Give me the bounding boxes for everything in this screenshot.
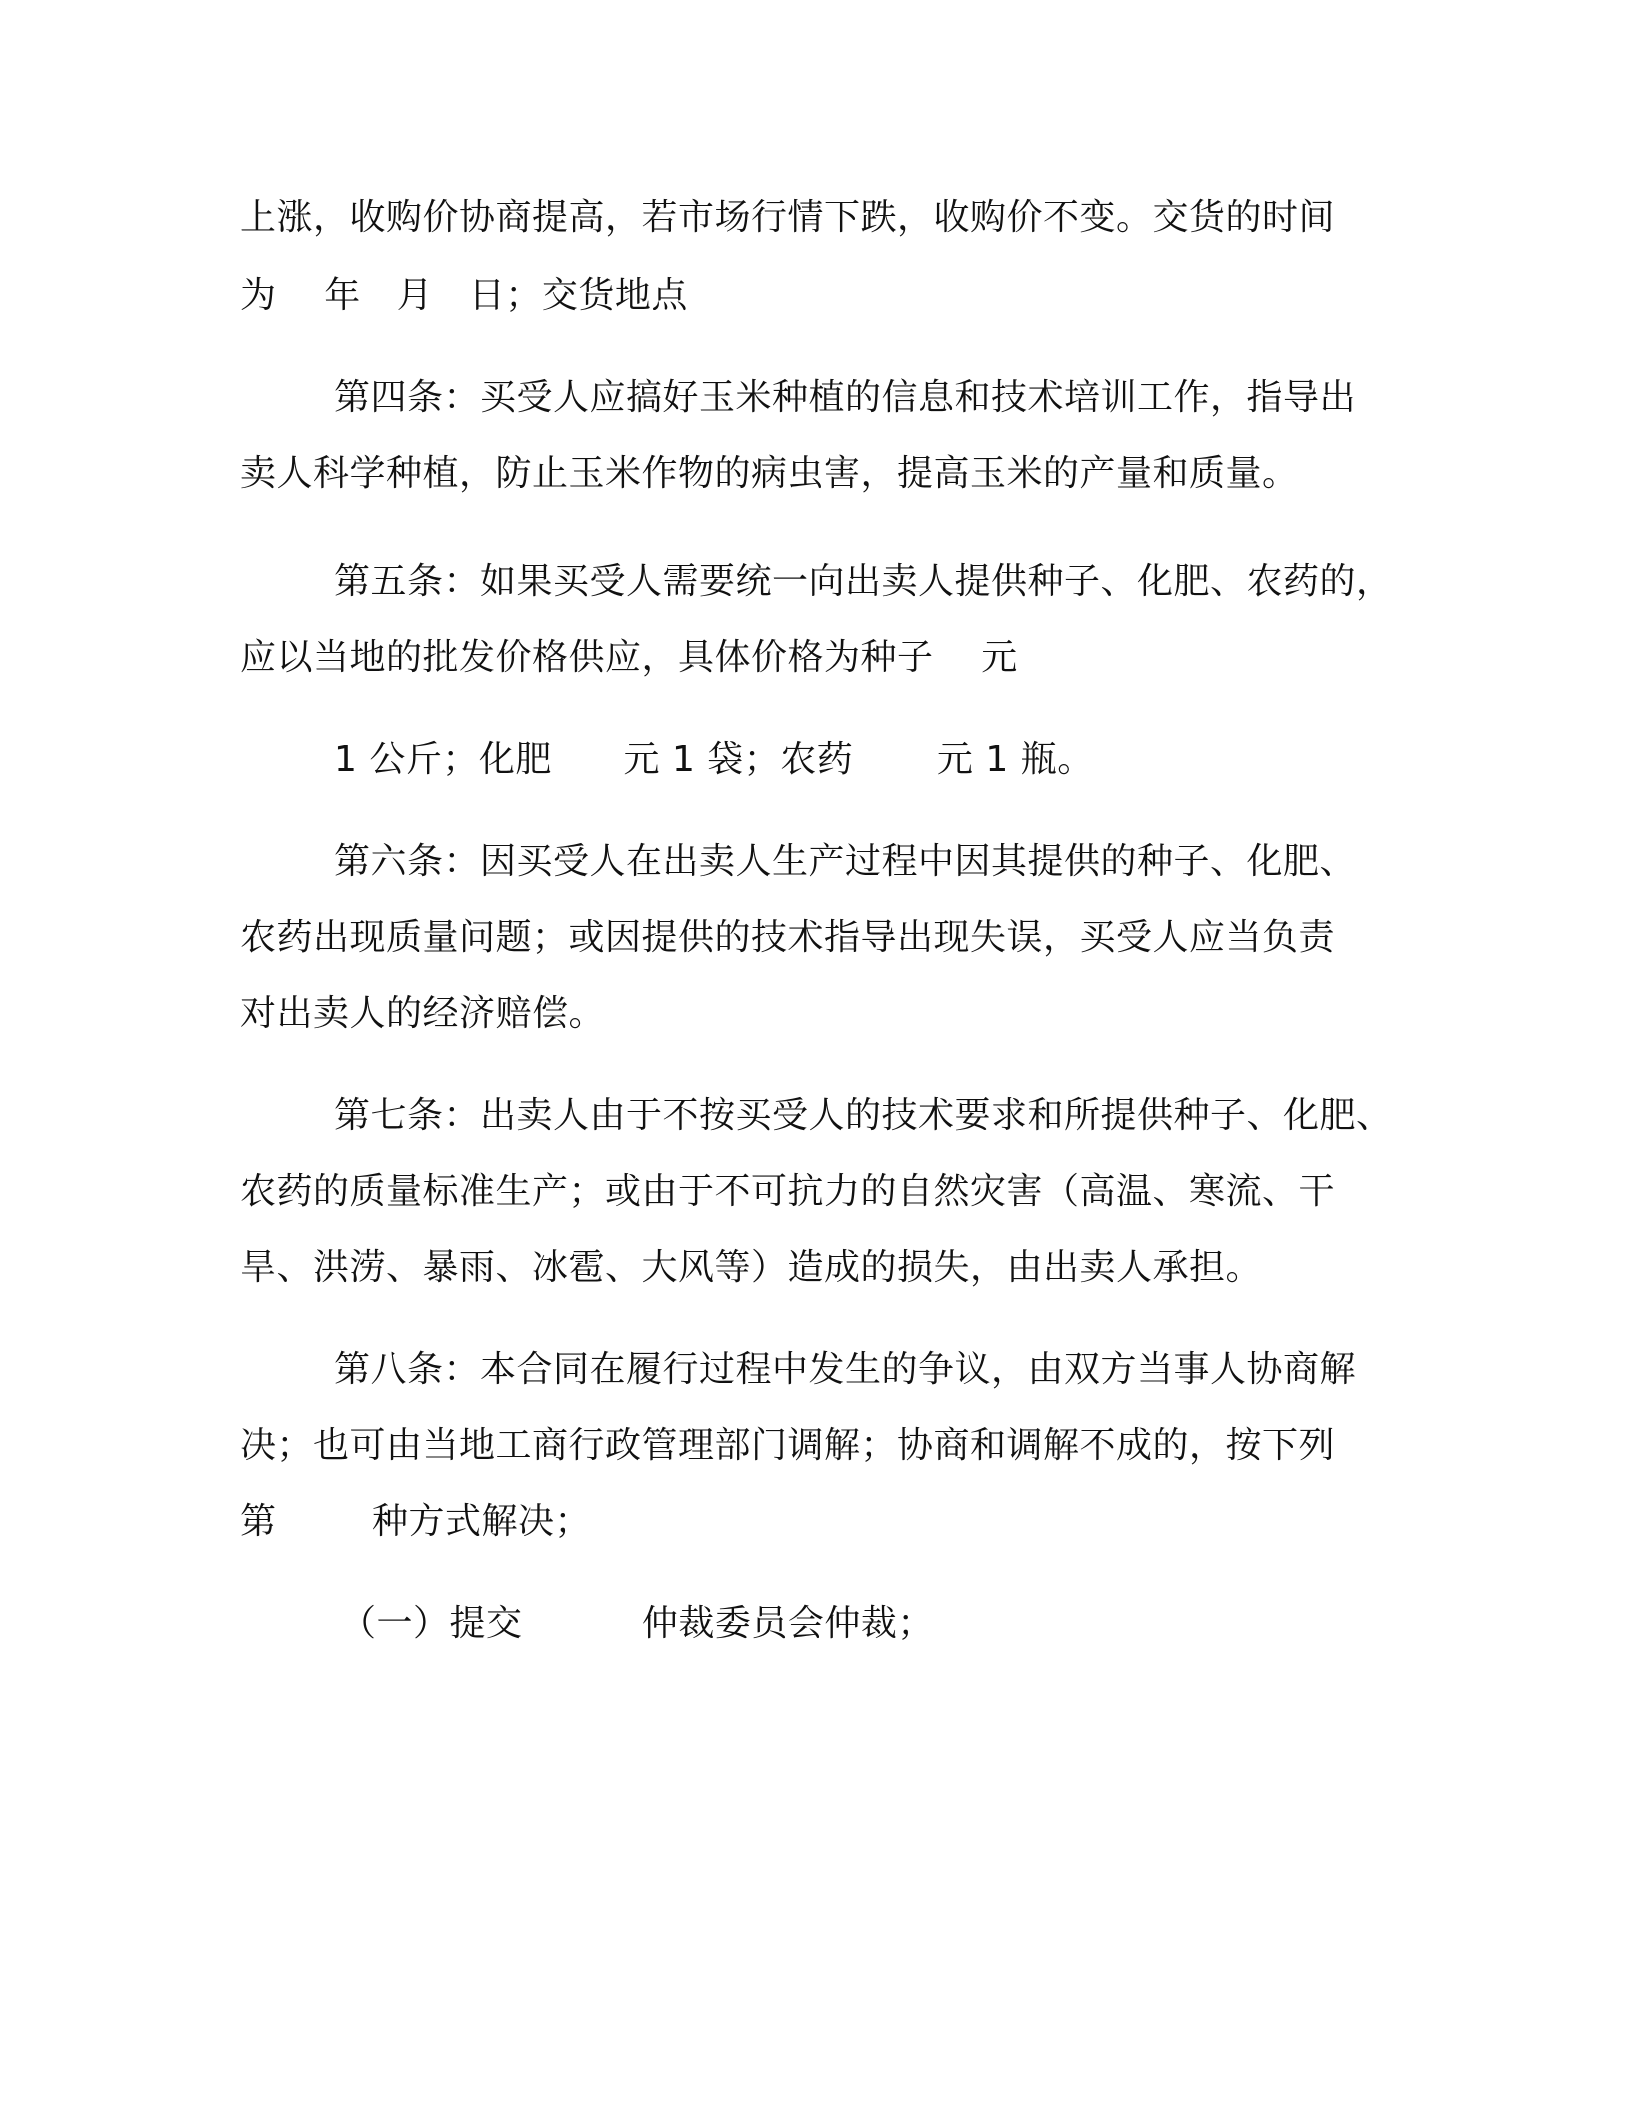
text-line-2: 为 年 月 日；交货地点 [240,275,688,316]
text-line-6: 应以当地的批发价格供应，具体价格为种子 元 [240,637,1018,678]
text-line-8: 第六条：因买受人在出卖人生产过程中因其提供的种子、化肥、 [334,841,1357,882]
text-line-7: 1 公斤；化肥 元 1 袋；农药 元 1 瓶。 [334,739,1094,780]
text-line-15: 决；也可由当地工商行政管理部门调解；协商和调解不成的，按下列 [240,1425,1336,1466]
text-line-3: 第四条：买受人应搞好玉米种植的信息和技术培训工作，指导出 [334,377,1357,418]
text-line-4: 卖人科学种植，防止玉米作物的病虫害，提高玉米的产量和质量。 [240,453,1299,494]
text-line-14: 第八条：本合同在履行过程中发生的争议，由双方当事人协商解 [334,1349,1357,1390]
text-line-11: 第七条：出卖人由于不按买受人的技术要求和所提供种子、化肥、 [334,1095,1393,1136]
text-line-5: 第五条：如果买受人需要统一向出卖人提供种子、化肥、农药的， [334,561,1393,602]
text-line-13: 旱、洪涝、暴雨、冰雹、大风等）造成的损失，由出卖人承担。 [240,1247,1263,1288]
text-line-9: 农药出现质量问题；或因提供的技术指导出现失误，买受人应当负责 [240,917,1336,958]
text-line-16: 第 种方式解决； [240,1501,592,1542]
text-line-1: 上涨，收购价协商提高，若市场行情下跌，收购价不变。交货的时间 [240,197,1336,238]
text-line-12: 农药的质量标准生产；或由于不可抗力的自然灾害（高温、寒流、干 [240,1171,1336,1212]
text-line-17: （一）提交 仲裁委员会仲裁； [340,1603,934,1644]
text-line-10: 对出卖人的经济赔偿。 [240,993,606,1034]
